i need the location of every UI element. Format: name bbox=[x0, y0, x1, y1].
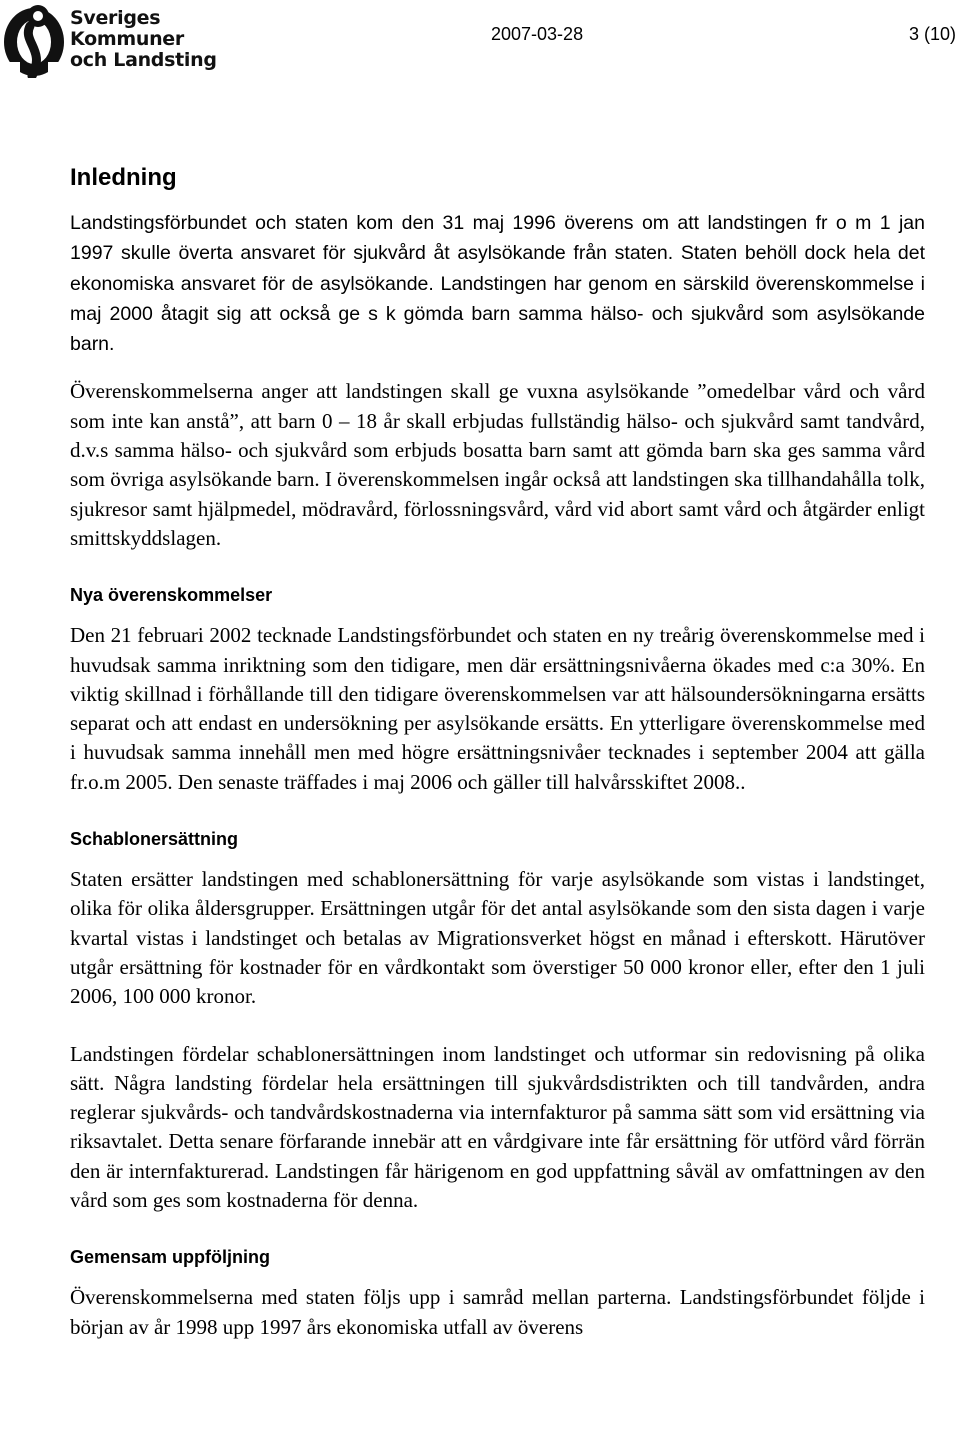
logo-wordmark bbox=[70, 8, 217, 71]
logo-line-1: Sveriges bbox=[70, 7, 161, 29]
document-date: 2007-03-28 bbox=[491, 24, 584, 44]
page-number: 3 (10) bbox=[908, 24, 956, 44]
page-header bbox=[0, 0, 960, 100]
paragraph-gemensam-1: Överenskommelserna med staten följs upp i samråd mellan parterna. Landstingsförbundet följde i början av år 1998 upp 1997 års ekonomiska utfall av överens bbox=[70, 1285, 925, 1339]
paragraph-inledning-1b: Landstingen har genom en särskild överenskommelse i maj 2000 åtagit sig att också ge s k gömda barn samma hälso- och sjukvård som asylsökande barn. bbox=[70, 272, 925, 356]
paragraph-nya-1: Den 21 februari 2002 tecknade Landstingsförbundet och staten en ny treårig överenskommelse med i huvudsak samma inriktning som den tidigare, men där ersättningsnivåerna ökades med c:a 30%. En viktig skillnad i förhållande till den tidigare överenskommelsen var att hälsoundersökningarna ersätts separat och att endast en undersökning per asylsökande ersätts. En ytterligare överenskommelse med i huvudsak samma innehåll men med högre ersättningsnivåer tecknades i september 2004 att gälla fr.o.m 2005. Den senaste träffades i maj 2006 och gäller till halvårsskiftet 2008.. bbox=[70, 623, 925, 794]
heading-schablonersattning: Schablonersättning bbox=[70, 829, 239, 850]
paragraph-schablon-2: Landstingen fördelar schablonersättningen inom landstinget och utformar sin redovisning på olika sätt. Några landsting fördelar hela ersättningen till sjukvårdsdistrikten och till tandvården, andra reglerar sjukvårds- och tandvårdskostnaderna via internfakturor på samma sätt som vid ersättning via riksavtalet. Detta senare förfarande innebär att en vårdgivare inte får ersättning för utförd vård förrän den är internfakturerad. Landstingen får härigenom en god uppfattning såväl av omfattningen av den vård som ges som kostnaderna för denna. bbox=[70, 1041, 925, 1213]
logo-line-2: Kommuner bbox=[70, 28, 184, 50]
heading-gemensam-uppfoljning: Gemensam uppföljning bbox=[70, 1247, 271, 1268]
heading-inledning: Inledning bbox=[70, 164, 177, 191]
document-body bbox=[70, 160, 925, 1342]
paragraph-inledning-2: Överenskommelserna anger att landstingen skall ge vuxna asylsökande ”omedelbar vård och vård som inte kan anstå”, att barn 0 – 18 år skall erbjudas fullständig hälso- och sjukvård samt tandvård, d.v.s samma hälso- och sjukvård som erbjuds bosatta barn samt att gömda barn ska ges samma vård som övriga asylsökande barn. I överenskommelsen ingår också att landstingen ska tillhandahålla tolk, sjukresor samt hjälpmedel, mödravård, förlossningsvård, vård vid abort samt vård och åtgärder enligt smittskyddslagen. bbox=[70, 379, 925, 550]
paragraph-schablon-1: Staten ersätter landstingen med schablonersättning för varje asylsökande som vistas i landstinget, olika för olika åldersgrupper. Ersättningen utgår för det antal asylsökande som den sista dagen i varje kvartal vistas i landstinget och betalas av Migrationsverket högst en månad i efterskott. Härutöver utgår ersättning för kostnader för en vårdkontakt som överstiger 50 000 kronor eller, efter den 1 juli 2006, 100 000 kronor. bbox=[70, 867, 925, 1009]
paragraph-inledning-1a: Landstingsförbundet och staten kom den 31 maj 1996 överens om att landstingen fr o m 1 jan 1997 skulle överta ansvaret för sjukvård åt asylsökande från staten. Staten behöll dock hela det ekonomiska ansvaret för de asylsökande. bbox=[70, 212, 925, 295]
paragraph-inledning-1 bbox=[70, 208, 925, 359]
organization-logo bbox=[2, 2, 217, 78]
skl-logo-icon bbox=[2, 2, 66, 78]
logo-line-3: och Landsting bbox=[70, 49, 217, 71]
heading-nya-overenskommelser: Nya överenskommelser bbox=[70, 585, 273, 606]
